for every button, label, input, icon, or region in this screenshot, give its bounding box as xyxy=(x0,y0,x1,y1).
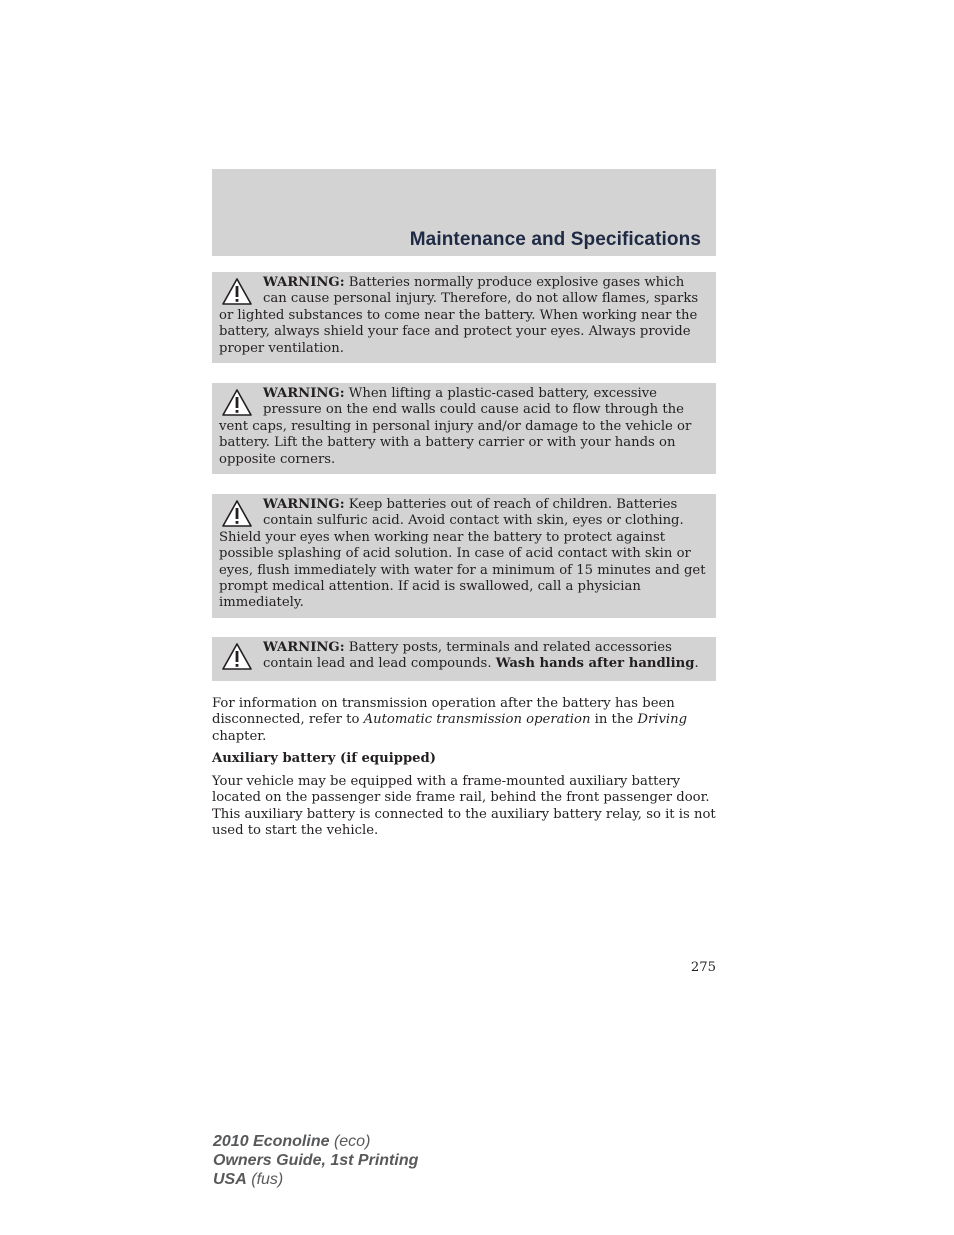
paragraph-text: For information on transmission operation after the battery has been disconnected, refer to xyxy=(212,696,675,728)
warning-text: Battery posts, terminals and related accessories contain lead and lead compounds. xyxy=(263,640,672,672)
auxiliary-battery-paragraph: Your vehicle may be equipped with a frame-mounted auxiliary battery located on the passenger side frame rail, behind the front passenger door. This auxiliary battery is connected to the auxiliary battery relay, so it is not used to start the vehicle. xyxy=(212,774,716,839)
warning-text-end: . xyxy=(694,656,699,672)
section-title: Maintenance and Specifications xyxy=(409,229,701,250)
footer-market: USA xyxy=(213,1171,247,1188)
warning-label: WARNING: xyxy=(263,275,345,290)
warning-label: WARNING: xyxy=(263,497,345,512)
footer-model: 2010 Econoline xyxy=(213,1133,330,1150)
section-header xyxy=(212,169,716,256)
warning-label: WARNING: xyxy=(263,386,345,401)
warning-text: Keep batteries out of reach of children. Batteries contain sulfuric acid. Avoid contact with skin, eyes or clothing. Shield your eyes when working near the battery to protect against possible splashing of acid solution. In case of acid contact with skin or eyes, flush immediately with water for a minimum of 15 minutes and get prompt medical attention. If acid is swallowed, call a physician immediately. xyxy=(219,497,706,611)
warning-text: Batteries normally produce explosive gases which can cause personal injury. Therefore, do not allow flames, sparks or lighted substances to come near the battery. When working near the battery, always shield your face and protect your eyes. Always provide proper ventilation. xyxy=(219,275,699,356)
warning-label: WARNING: xyxy=(263,640,345,655)
document-footer xyxy=(213,1132,418,1189)
auxiliary-battery-heading: Auxiliary battery (if equipped) xyxy=(212,751,437,766)
footer-market-code: (fus) xyxy=(251,1171,284,1188)
warning-text: When lifting a plastic-cased battery, excessive pressure on the end walls could cause acid to flow through the vent caps, resulting in personal injury and/or damage to the vehicle or battery. Lift the battery with a battery carrier or with your hands on opposite corners. xyxy=(219,386,692,467)
warning-triangle-icon xyxy=(221,277,253,307)
page-number: 275 xyxy=(690,960,716,975)
warning-box-sulfuric-acid xyxy=(212,494,716,618)
cross-reference-automatic-transmission: Automatic transmission operation xyxy=(363,712,591,728)
warning-box-lifting-battery xyxy=(212,383,716,474)
warning-triangle-icon xyxy=(221,499,253,529)
warning-box-explosive-gases xyxy=(212,272,716,363)
paragraph-text: in the xyxy=(594,712,634,728)
footer-guide: Owners Guide, 1st Printing xyxy=(213,1152,419,1169)
warning-box-lead-compounds xyxy=(212,637,716,681)
warning-triangle-icon xyxy=(221,388,253,418)
warning-triangle-icon xyxy=(221,642,253,672)
warning-emphasis: Wash hands after handling xyxy=(495,656,695,672)
footer-model-code: (eco) xyxy=(333,1133,371,1150)
transmission-paragraph xyxy=(212,696,718,745)
paragraph-text: chapter. xyxy=(212,728,267,744)
cross-reference-driving-chapter: Driving xyxy=(637,712,688,728)
